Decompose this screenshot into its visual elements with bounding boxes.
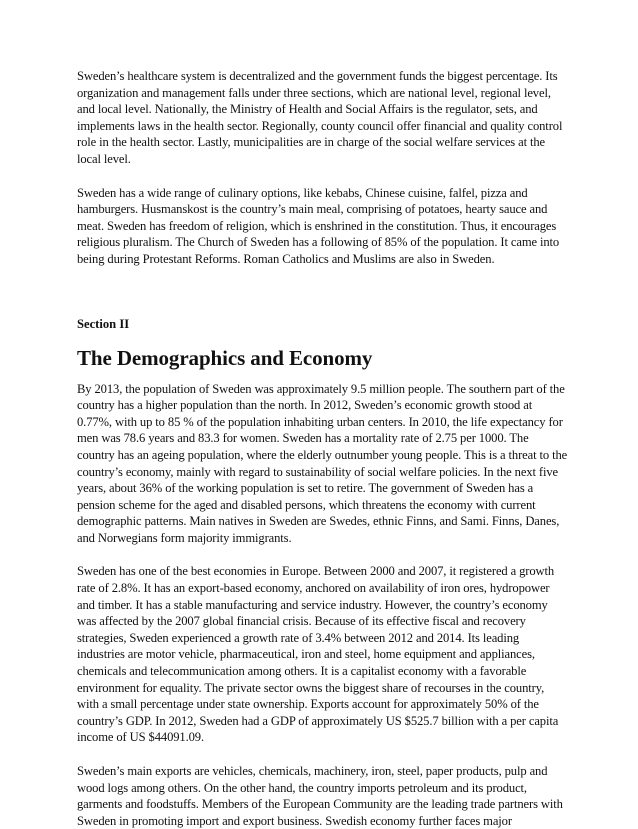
paragraph-healthcare: Sweden’s healthcare system is decentralized and the government funds the biggest percentage. Its organization and management falls under three sections, which are national level, regional level, and local level. Nationally, the Ministry of Health and Social Affairs is the regulator, sets, and implements laws in the health sector. Regionally, county council offer financial and quality control role in the health sector. Lastly, municipalities are in charge of the social welfare services at the local level. — [77, 69, 563, 166]
section-title: The Demographics and Economy — [77, 345, 373, 370]
paragraph-economy: Sweden has one of the best economies in Europe. Between 2000 and 2007, it registered a growth rate of 2.8%. It has an export-based economy, anchored on availability of iron ores, hydropower and timber. It has a stable manufacturing and service industry. However, the country’s economy was affected by the 2007 global financial crisis. Because of its effective fiscal and recovery strategies, Sweden experienced a growth rate of 3.4% between 2012 and 2014. Its leading industries are motor vehicle, pharmaceutical, iron and steel, home equipment and appliances, chemicals and telecommunication among others. It is a capitalist economy with a favorable environment for equality. The private sector owns the biggest share of recourses in the country, with a small percentage under state ownership. Exports account for approximately 50% of the country’s GDP. In 2012, Sweden had a GDP of approximately US $525.7 billion with a per capita income of US $44091.09. — [77, 564, 559, 745]
paragraph-demographics: By 2013, the population of Sweden was approximately 9.5 million people. The southern part of the country has a higher population than the north. In 2012, Sweden’s economic growth stood at 0.77%, with up to 85 % of the population inhabiting urban centers. In 2010, the life expectancy for men was 78.6 years and 83.3 for women. Sweden has a mortality rate of 2.75 per 1000. The country has an ageing population, where the elderly outnumber young people. This is a threat to the country’s economy, mainly with regard to sustainability of social welfare policies. In the next five years, about 36% of the working population is set to retire. The government of Sweden has a pension scheme for the aged and disabled persons, which threatens the economy with current demographic patterns. Main natives in Sweden are Swedes, ethnic Finns, and Sami. Finns, Danes, and Norwegians form majority immigrants. — [77, 381, 568, 545]
paragraph-trade: Sweden’s main exports are vehicles, chemicals, machinery, iron, steel, paper products, pulp and wood logs among others. On the other hand, the country imports petroleum and its product, garments and foodstuffs. Members of the European Community are the leading trade partners with Sweden in promoting import and export business. Swedish economy further faces major — [77, 764, 563, 828]
section-label: Section II — [77, 316, 130, 331]
paragraph-culture-religion: Sweden has a wide range of culinary options, like kebabs, Chinese cuisine, falfel, pizza and hamburgers. Husmanskost is the country’s main meal, comprising of potatoes, hearty sauce and meat. Sweden has freedom of religion, which is enshrined in the constitution. Thus, it encourages religious pluralism. The Church of Sweden has a following of 85% of the population. It came into being during Protestant Reforms. Roman Catholics and Muslims are also in Sweden. — [77, 185, 560, 266]
page-content — [77, 68, 569, 829]
